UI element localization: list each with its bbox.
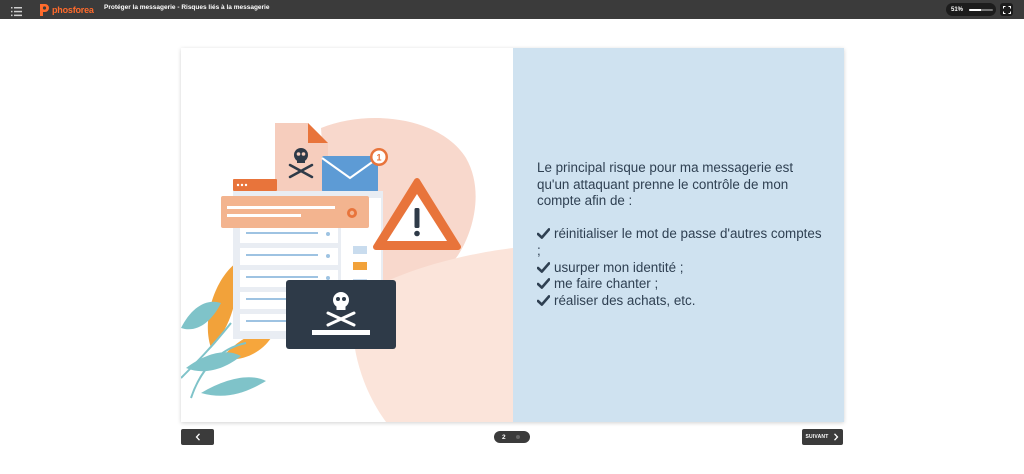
progress-label: 51% [951, 6, 964, 13]
checkmark-icon [537, 295, 550, 306]
progress-fill [969, 9, 981, 11]
logo [39, 3, 94, 16]
list-item [537, 293, 827, 310]
list-item [537, 226, 827, 259]
list-item-text: réaliser des achats, etc. [554, 292, 696, 308]
checkmark-icon [537, 228, 550, 239]
progress-indicator [946, 3, 996, 16]
next-button[interactable] [802, 429, 843, 445]
list-item [537, 260, 827, 277]
chevron-right-icon [833, 433, 839, 441]
content-panel [513, 48, 844, 422]
progress-track [969, 9, 993, 11]
course-title: Protéger la messagerie - Risques liés à la messagerie [104, 4, 270, 11]
laptop-skull-icon [286, 280, 396, 349]
checkmark-icon [537, 262, 550, 273]
logo-text: phosforea [52, 4, 94, 15]
list-item [537, 276, 827, 293]
checkmark-icon [537, 278, 550, 289]
intro-text: Le principal risque pour ma messagerie est qu'un attaquant prenne le contrôle de mon compte afin de : [537, 160, 794, 209]
top-bar [0, 0, 1024, 19]
next-button-label: SUIVANT [805, 434, 829, 440]
list-item-text: usurper mon identité ; [554, 259, 684, 275]
chevron-left-icon [195, 433, 201, 441]
fullscreen-button[interactable] [1000, 3, 1013, 16]
hamburger-icon[interactable] [11, 4, 23, 15]
list-item-text: réinitialiser le mot de passe d'autres comptes ; [537, 226, 822, 258]
page-indicator [494, 431, 530, 443]
notification-badge-count: 1 [376, 152, 382, 163]
fullscreen-icon [1003, 6, 1011, 14]
illustration [181, 48, 513, 422]
list-item-text: me faire chanter ; [554, 276, 659, 292]
page-dot [516, 435, 520, 439]
page-number: 2 [502, 433, 506, 441]
slide [181, 48, 844, 422]
logo-mark-icon [39, 4, 49, 16]
previous-button[interactable] [181, 429, 214, 445]
slide-text [537, 160, 827, 309]
phishing-bar [221, 196, 369, 228]
